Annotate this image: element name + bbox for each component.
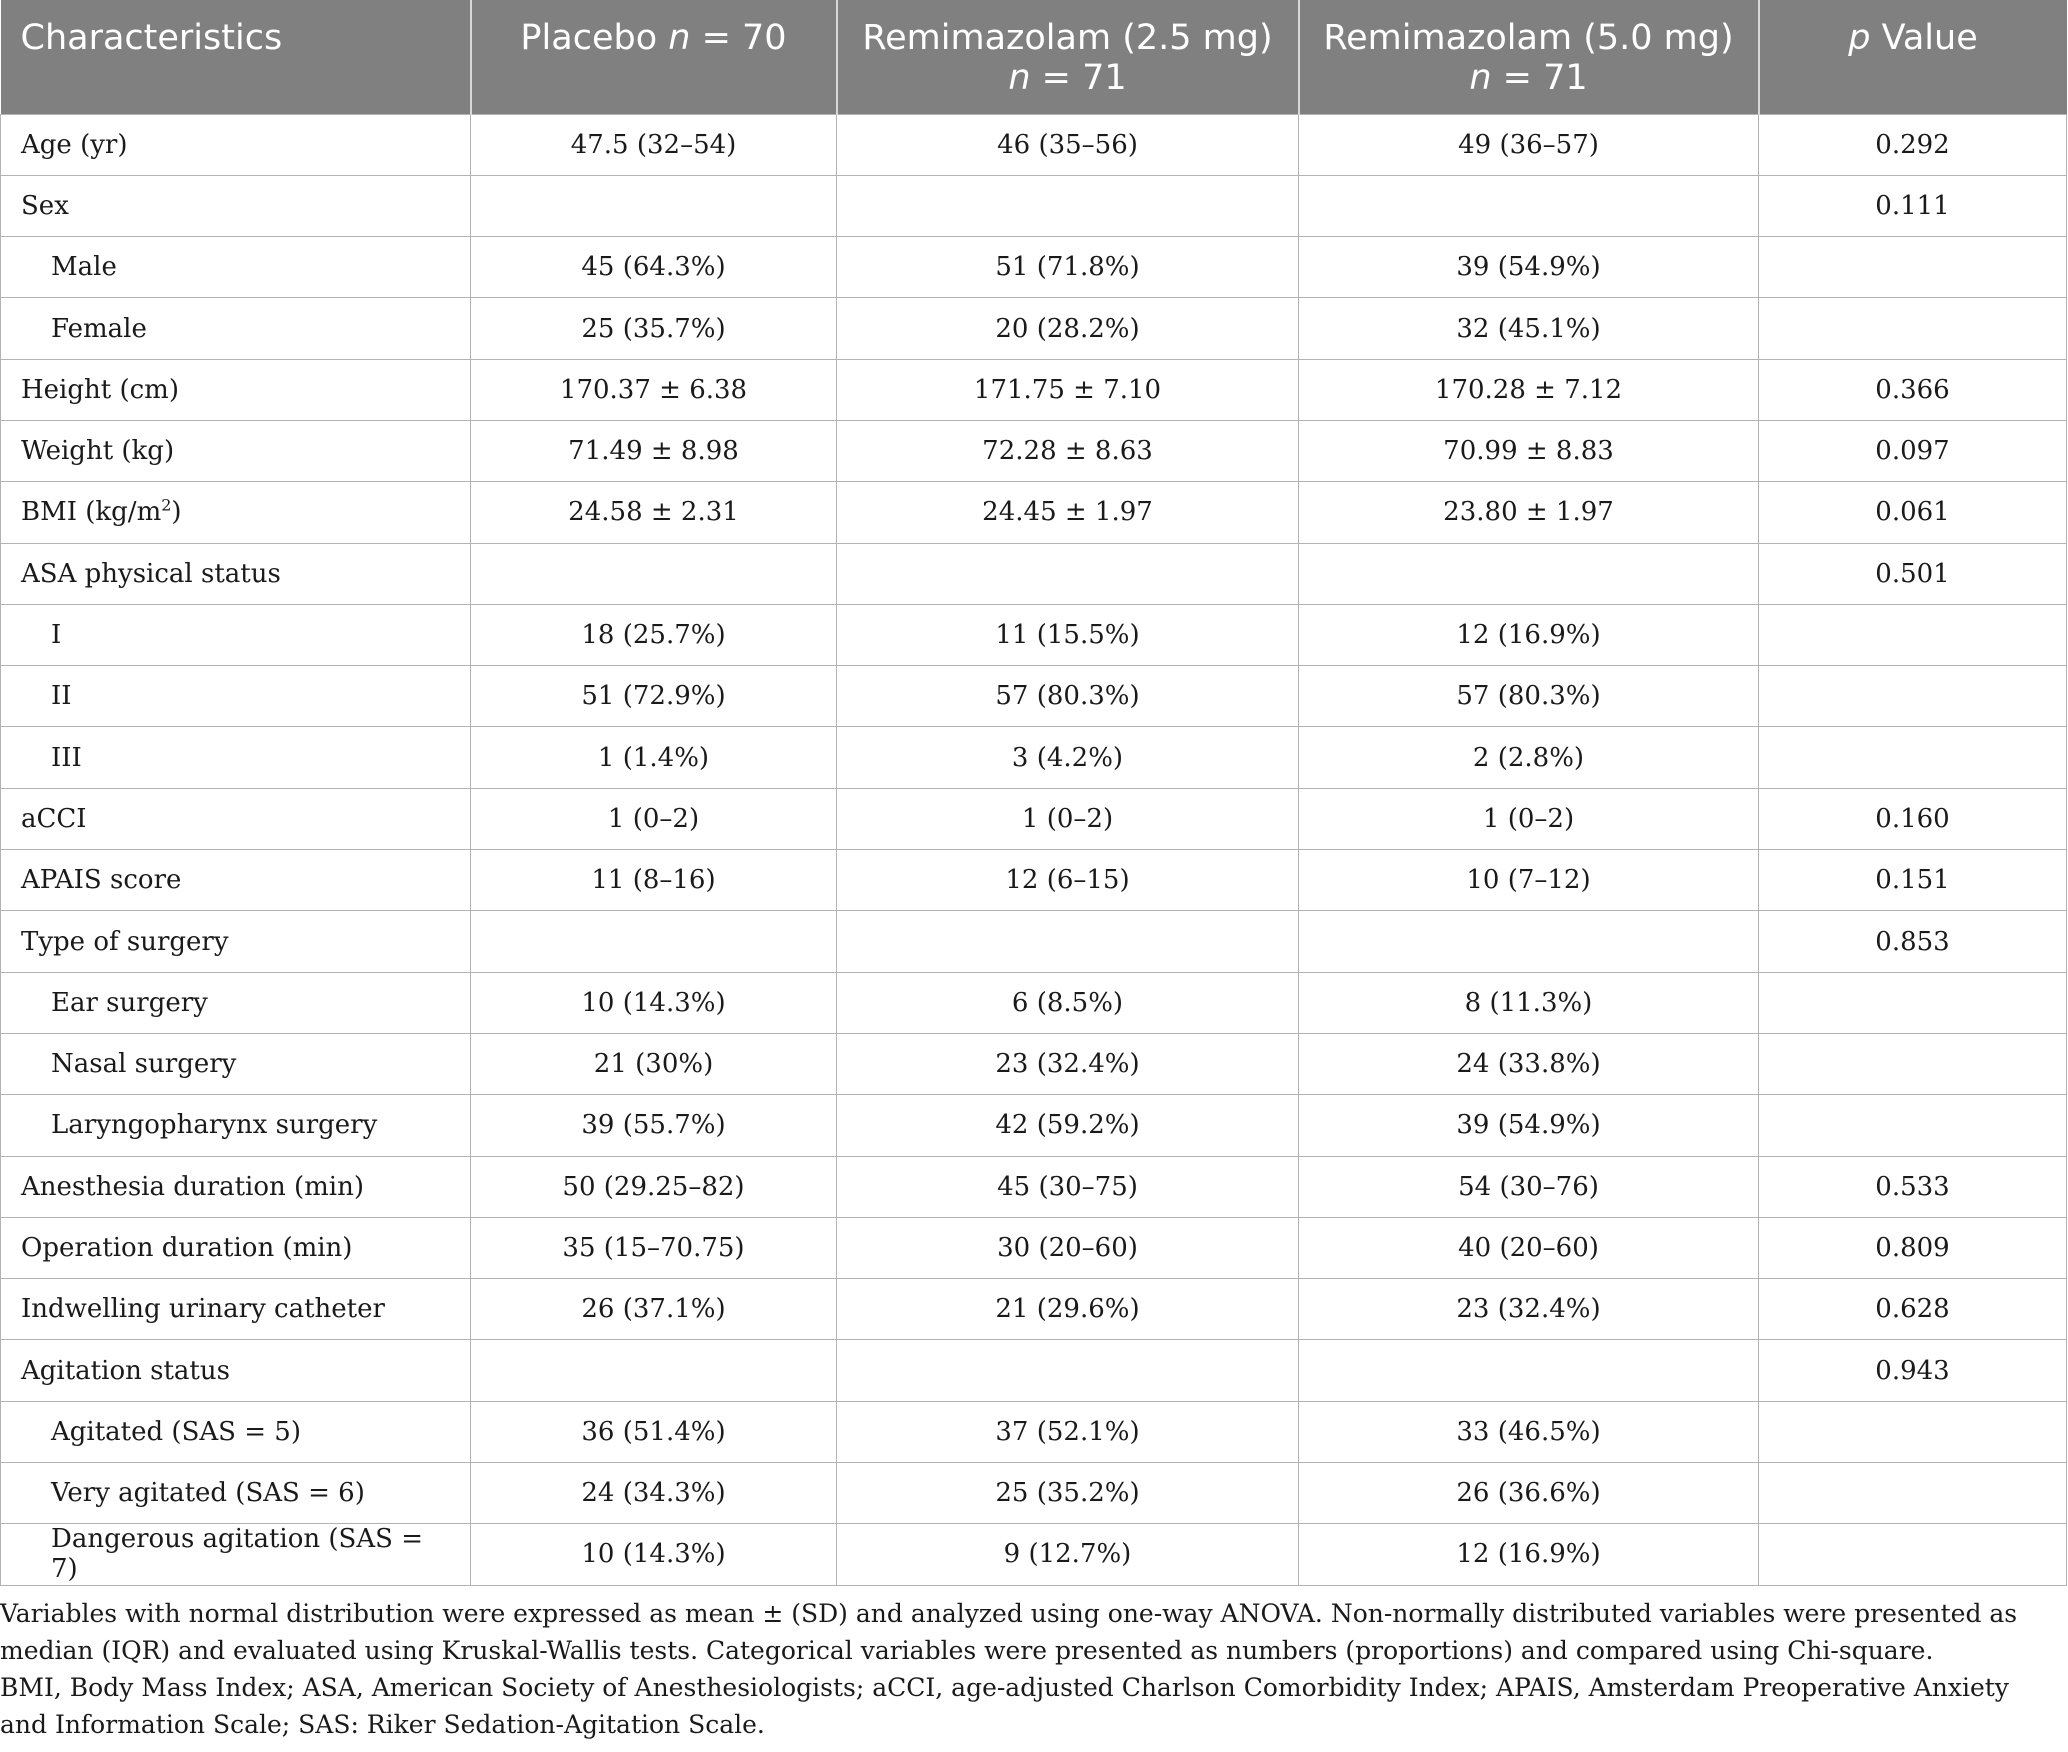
row-label-text: Nasal surgery <box>51 1049 237 1080</box>
row-label-text: Agitation status <box>21 1355 230 1386</box>
header-r25-label: Remimazolam (2.5 mg) <box>862 18 1273 58</box>
header-p-label: Value <box>1870 18 1978 58</box>
row-label-text: II <box>51 681 72 712</box>
cell-p-value <box>1759 972 2067 1033</box>
table-row <box>1 1279 2067 1340</box>
table-row <box>1 482 2067 543</box>
cell-remimazolam-2-5: 171.75 ± 7.10 <box>837 359 1299 420</box>
row-label <box>1 1401 471 1462</box>
cell-remimazolam-2-5: 42 (59.2%) <box>837 1095 1299 1156</box>
row-label <box>1 911 471 972</box>
cell-remimazolam-5-0: 12 (16.9%) <box>1299 1524 1759 1585</box>
cell-remimazolam-5-0 <box>1299 911 1759 972</box>
cell-remimazolam-2-5: 23 (32.4%) <box>837 1033 1299 1094</box>
row-label <box>1 850 471 911</box>
table-row <box>1 666 2067 727</box>
table-row <box>1 604 2067 665</box>
row-label-text: Indwelling urinary catheter <box>21 1294 385 1325</box>
row-label-text: Weight (kg) <box>21 436 175 467</box>
row-label-text: Operation duration (min) <box>21 1232 353 1263</box>
row-label-text: I <box>51 620 62 651</box>
cell-p-value: 0.097 <box>1759 420 2067 481</box>
header-p-value <box>1759 0 2067 114</box>
row-label-suffix: ) <box>171 497 182 528</box>
table-footnotes <box>0 1595 2060 1743</box>
header-r25-n-value: = 71 <box>1030 58 1127 98</box>
header-remimazolam-2-5 <box>837 0 1299 114</box>
header-placebo-label: Placebo <box>520 18 658 58</box>
cell-remimazolam-2-5: 57 (80.3%) <box>837 666 1299 727</box>
header-placebo <box>471 0 837 114</box>
row-label <box>1 1463 471 1524</box>
row-label <box>1 604 471 665</box>
cell-placebo: 71.49 ± 8.98 <box>471 420 837 481</box>
table-row <box>1 1095 2067 1156</box>
cell-placebo: 45 (64.3%) <box>471 237 837 298</box>
cell-remimazolam-5-0: 70.99 ± 8.83 <box>1299 420 1759 481</box>
row-label-text: BMI (kg/m <box>21 497 162 528</box>
cell-remimazolam-2-5: 30 (20–60) <box>837 1217 1299 1278</box>
row-label-text: APAIS score <box>21 865 182 896</box>
cell-remimazolam-2-5: 46 (35–56) <box>837 114 1299 175</box>
table-body <box>1 114 2067 1585</box>
cell-remimazolam-5-0: 39 (54.9%) <box>1299 1095 1759 1156</box>
cell-p-value: 0.111 <box>1759 175 2067 236</box>
header-placebo-n-value: = 70 <box>690 18 787 58</box>
row-label <box>1 1095 471 1156</box>
header-p-italic: p <box>1848 18 1871 58</box>
table-row <box>1 1156 2067 1217</box>
header-r50-n-italic: n <box>1469 58 1492 98</box>
table-row <box>1 1463 2067 1524</box>
table-row <box>1 359 2067 420</box>
cell-placebo <box>471 911 837 972</box>
cell-remimazolam-2-5: 45 (30–75) <box>837 1156 1299 1217</box>
table-row <box>1 237 2067 298</box>
cell-remimazolam-5-0: 8 (11.3%) <box>1299 972 1759 1033</box>
table-row <box>1 420 2067 481</box>
table-row <box>1 175 2067 236</box>
row-label-text: Agitated (SAS = 5) <box>51 1416 301 1447</box>
cell-p-value <box>1759 1033 2067 1094</box>
table-row <box>1 1401 2067 1462</box>
cell-p-value <box>1759 1463 2067 1524</box>
cell-remimazolam-5-0: 26 (36.6%) <box>1299 1463 1759 1524</box>
table-row <box>1 1217 2067 1278</box>
header-placebo-n-italic: n <box>668 18 691 58</box>
cell-remimazolam-5-0: 23.80 ± 1.97 <box>1299 482 1759 543</box>
cell-remimazolam-2-5: 72.28 ± 8.63 <box>837 420 1299 481</box>
row-label <box>1 237 471 298</box>
row-label-text: Age (yr) <box>21 129 128 160</box>
cell-p-value: 0.061 <box>1759 482 2067 543</box>
header-row <box>1 0 2067 114</box>
cell-p-value <box>1759 298 2067 359</box>
table-row <box>1 298 2067 359</box>
table-row <box>1 788 2067 849</box>
cell-placebo: 170.37 ± 6.38 <box>471 359 837 420</box>
row-label-superscript: 2 <box>161 495 172 515</box>
table-row <box>1 727 2067 788</box>
cell-remimazolam-2-5: 6 (8.5%) <box>837 972 1299 1033</box>
cell-remimazolam-2-5 <box>837 1340 1299 1401</box>
table-header <box>1 0 2067 114</box>
cell-remimazolam-2-5: 12 (6–15) <box>837 850 1299 911</box>
cell-p-value: 0.292 <box>1759 114 2067 175</box>
row-label <box>1 298 471 359</box>
table-row <box>1 1340 2067 1401</box>
cell-remimazolam-2-5: 21 (29.6%) <box>837 1279 1299 1340</box>
row-label <box>1 1033 471 1094</box>
cell-remimazolam-2-5: 20 (28.2%) <box>837 298 1299 359</box>
row-label <box>1 1279 471 1340</box>
cell-placebo: 10 (14.3%) <box>471 972 837 1033</box>
row-label <box>1 543 471 604</box>
cell-placebo <box>471 543 837 604</box>
cell-remimazolam-2-5 <box>837 911 1299 972</box>
cell-placebo: 10 (14.3%) <box>471 1524 837 1585</box>
cell-placebo: 24.58 ± 2.31 <box>471 482 837 543</box>
row-label-text: Height (cm) <box>21 374 179 405</box>
cell-remimazolam-5-0: 12 (16.9%) <box>1299 604 1759 665</box>
row-label-text: aCCI <box>21 803 87 834</box>
cell-remimazolam-2-5: 24.45 ± 1.97 <box>837 482 1299 543</box>
cell-remimazolam-2-5: 51 (71.8%) <box>837 237 1299 298</box>
cell-remimazolam-5-0: 40 (20–60) <box>1299 1217 1759 1278</box>
row-label-text: Anesthesia duration (min) <box>21 1171 365 1202</box>
row-label-text: Dangerous agitation (SAS = 7) <box>51 1524 423 1585</box>
cell-placebo: 50 (29.25–82) <box>471 1156 837 1217</box>
cell-placebo: 51 (72.9%) <box>471 666 837 727</box>
table-row <box>1 114 2067 175</box>
cell-remimazolam-5-0: 2 (2.8%) <box>1299 727 1759 788</box>
table-row <box>1 1033 2067 1094</box>
cell-remimazolam-5-0: 33 (46.5%) <box>1299 1401 1759 1462</box>
cell-placebo: 11 (8–16) <box>471 850 837 911</box>
cell-placebo: 24 (34.3%) <box>471 1463 837 1524</box>
header-characteristics <box>1 0 471 114</box>
cell-p-value: 0.943 <box>1759 1340 2067 1401</box>
header-remimazolam-5-0 <box>1299 0 1759 114</box>
cell-p-value: 0.160 <box>1759 788 2067 849</box>
cell-p-value: 0.533 <box>1759 1156 2067 1217</box>
cell-remimazolam-5-0: 23 (32.4%) <box>1299 1279 1759 1340</box>
cell-p-value: 0.501 <box>1759 543 2067 604</box>
cell-remimazolam-5-0: 32 (45.1%) <box>1299 298 1759 359</box>
header-characteristics-label: Characteristics <box>20 18 283 58</box>
row-label <box>1 1156 471 1217</box>
row-label-text: III <box>51 742 82 773</box>
cell-p-value <box>1759 1524 2067 1585</box>
cell-remimazolam-2-5: 1 (0–2) <box>837 788 1299 849</box>
cell-remimazolam-5-0 <box>1299 175 1759 236</box>
cell-remimazolam-2-5 <box>837 543 1299 604</box>
cell-remimazolam-2-5: 3 (4.2%) <box>837 727 1299 788</box>
table-row <box>1 972 2067 1033</box>
row-label-text: Type of surgery <box>21 926 229 957</box>
table-row <box>1 850 2067 911</box>
cell-placebo: 18 (25.7%) <box>471 604 837 665</box>
row-label <box>1 727 471 788</box>
cell-remimazolam-5-0 <box>1299 543 1759 604</box>
cell-placebo: 21 (30%) <box>471 1033 837 1094</box>
cell-placebo <box>471 175 837 236</box>
cell-placebo: 39 (55.7%) <box>471 1095 837 1156</box>
table-row <box>1 1524 2067 1585</box>
cell-p-value <box>1759 1095 2067 1156</box>
cell-placebo: 25 (35.7%) <box>471 298 837 359</box>
row-label <box>1 175 471 236</box>
cell-p-value: 0.366 <box>1759 359 2067 420</box>
row-label <box>1 114 471 175</box>
cell-p-value: 0.151 <box>1759 850 2067 911</box>
footnote-methods: Variables with normal distribution were expressed as mean ± (SD) and analyzed using one-way ANOVA. Non-normally distributed variables were presented as median (IQR) and evaluated using Kruskal-Wallis tests. Categorical variables were presented as numbers (proportions) and compared using Chi-square. <box>0 1599 2018 1665</box>
cell-remimazolam-2-5: 25 (35.2%) <box>837 1463 1299 1524</box>
cell-remimazolam-5-0: 24 (33.8%) <box>1299 1033 1759 1094</box>
table-row <box>1 911 2067 972</box>
cell-remimazolam-5-0: 1 (0–2) <box>1299 788 1759 849</box>
cell-remimazolam-2-5 <box>837 175 1299 236</box>
row-label-text: Male <box>51 252 117 283</box>
footnote-abbreviations: BMI, Body Mass Index; ASA, American Society of Anesthesiologists; aCCI, age-adjusted Charlson Comorbidity Index; APAIS, Amsterdam Preoperative Anxiety and Information Scale; SAS: Riker Sedation-Agitation Scale. <box>0 1673 2009 1739</box>
cell-remimazolam-2-5: 11 (15.5%) <box>837 604 1299 665</box>
cell-p-value <box>1759 604 2067 665</box>
cell-placebo: 1 (0–2) <box>471 788 837 849</box>
cell-placebo: 1 (1.4%) <box>471 727 837 788</box>
cell-remimazolam-2-5: 9 (12.7%) <box>837 1524 1299 1585</box>
row-label-text: ASA physical status <box>21 558 281 589</box>
cell-p-value <box>1759 727 2067 788</box>
row-label-text: Female <box>51 313 147 344</box>
cell-p-value <box>1759 666 2067 727</box>
row-label-text: Sex <box>21 190 69 221</box>
header-r25-n-italic: n <box>1008 58 1031 98</box>
row-label <box>1 420 471 481</box>
row-label <box>1 359 471 420</box>
row-label <box>1 972 471 1033</box>
row-label <box>1 482 471 543</box>
cell-placebo: 36 (51.4%) <box>471 1401 837 1462</box>
cell-remimazolam-5-0 <box>1299 1340 1759 1401</box>
cell-remimazolam-5-0: 49 (36–57) <box>1299 114 1759 175</box>
cell-remimazolam-5-0: 57 (80.3%) <box>1299 666 1759 727</box>
cell-remimazolam-2-5: 37 (52.1%) <box>837 1401 1299 1462</box>
cell-remimazolam-5-0: 39 (54.9%) <box>1299 237 1759 298</box>
header-r50-n-value: = 71 <box>1491 58 1588 98</box>
cell-p-value <box>1759 237 2067 298</box>
cell-placebo: 26 (37.1%) <box>471 1279 837 1340</box>
cell-p-value: 0.628 <box>1759 1279 2067 1340</box>
cell-placebo: 35 (15–70.75) <box>471 1217 837 1278</box>
cell-p-value <box>1759 1401 2067 1462</box>
row-label <box>1 1524 471 1585</box>
row-label <box>1 1217 471 1278</box>
row-label-text: Very agitated (SAS = 6) <box>51 1478 365 1509</box>
header-r50-label: Remimazolam (5.0 mg) <box>1323 18 1734 58</box>
row-label <box>1 1340 471 1401</box>
cell-p-value: 0.809 <box>1759 1217 2067 1278</box>
row-label-text: Ear surgery <box>51 987 208 1018</box>
row-label <box>1 788 471 849</box>
cell-placebo: 47.5 (32–54) <box>471 114 837 175</box>
cell-remimazolam-5-0: 54 (30–76) <box>1299 1156 1759 1217</box>
cell-placebo <box>471 1340 837 1401</box>
row-label-text: Laryngopharynx surgery <box>51 1110 378 1141</box>
table-row <box>1 543 2067 604</box>
cell-p-value: 0.853 <box>1759 911 2067 972</box>
cell-remimazolam-5-0: 10 (7–12) <box>1299 850 1759 911</box>
row-label <box>1 666 471 727</box>
cell-remimazolam-5-0: 170.28 ± 7.12 <box>1299 359 1759 420</box>
